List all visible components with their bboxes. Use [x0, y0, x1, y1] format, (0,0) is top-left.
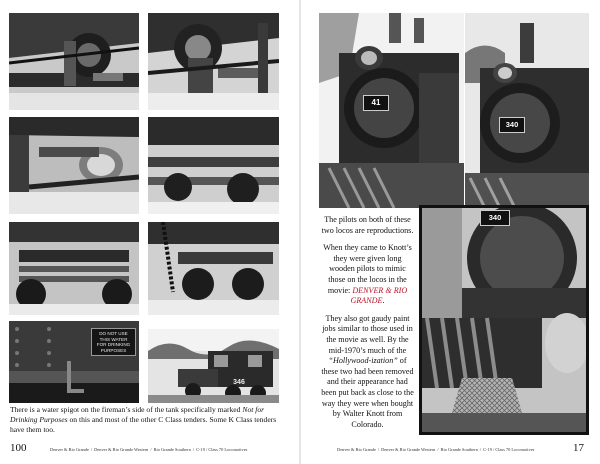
caption-text: There is a water spigot on the fireman’s side of the tank specifically marked: [10, 405, 243, 414]
photo-water-spigot-plate: [9, 321, 139, 403]
plate-line: THIS WATER: [99, 336, 128, 342]
running-head-item: Denver & Rio Grande: [337, 447, 376, 452]
story-text: When they came to Knott’s they were given long wooden pilots to mimic those on the locos in the movie:: [323, 243, 412, 295]
running-head-item: C-19 / Class 70 Locomotives: [483, 447, 535, 452]
story-text: .: [382, 296, 385, 306]
cab-number: 346: [233, 379, 245, 386]
running-head-left: Denver & Rio Grande / Denver & Rio Grande Western / Rio Grande Southern / C-19 / Class 70 Locomotives: [50, 447, 248, 452]
plate-line: FOR DRINKING: [96, 342, 131, 348]
running-head-item: Denver & Rio Grande Western: [94, 447, 149, 452]
photo-valve-assembly: [148, 13, 279, 110]
page-number-left: 100: [10, 442, 27, 454]
photo-tender-truck-chain: [148, 222, 279, 315]
photo-cylinder-underframe: [9, 117, 139, 214]
caption-text: on this and most of the other C Class tenders. Some K Class tenders have them too.: [10, 415, 277, 434]
story-text: of these two had been removed and their appearance had been put back as close to the way they were when bought by Walter Knott from Colorado.: [321, 356, 414, 429]
photo-air-pump-underside: [9, 13, 139, 110]
page-number-right: 17: [573, 442, 584, 454]
page-gutter: [299, 0, 301, 464]
movie-title: DENVER & RIO GRANDE: [350, 285, 408, 306]
photo-frame: [419, 205, 589, 435]
story-text: They also got gaudy paint jobs similar to those used in the movie as well. By the mid-1970’s much of the: [322, 313, 413, 355]
story-paragraph: The pilots on both of these two locos are reproductions.: [321, 215, 414, 235]
left-page-caption: [10, 405, 282, 435]
number-plate-340-top: 340: [499, 117, 525, 133]
right-page-story: [320, 215, 415, 437]
running-head-item: Denver & Rio Grande Western: [381, 447, 436, 452]
story-paragraph: [320, 314, 415, 431]
plate-line: PURPOSES: [100, 347, 127, 353]
running-head-item: Rio Grande Southern: [153, 447, 191, 452]
number-plate-340-pilot: 340: [480, 210, 510, 226]
number-plate-41: 41: [363, 95, 389, 111]
photo-loco-340-pilot: [419, 205, 589, 435]
caption-italic: Not for Drinking Purposes: [10, 405, 265, 424]
story-paragraph: [320, 243, 415, 307]
hollywood-quote: “Hollywood-ization”: [328, 356, 398, 366]
running-head-right: Denver & Rio Grande / Denver & Rio Grande Western / Rio Grande Southern / C-19 / Class 70 Locomotives: [337, 447, 535, 452]
running-head-item: Denver & Rio Grande: [50, 447, 89, 452]
photo-loco-41-front: [319, 13, 464, 208]
photo-loco-346-cab: [148, 329, 279, 403]
spigot-warning-plate: [91, 328, 136, 356]
plate-line: DO NOT USE: [99, 331, 128, 336]
photo-truck-springs: [9, 222, 139, 315]
photo-brake-rigging: [148, 117, 279, 214]
running-head-item: C-19 / Class 70 Locomotives: [196, 447, 248, 452]
photo-loco-340-front: [465, 13, 589, 208]
running-head-item: Rio Grande Southern: [440, 447, 478, 452]
